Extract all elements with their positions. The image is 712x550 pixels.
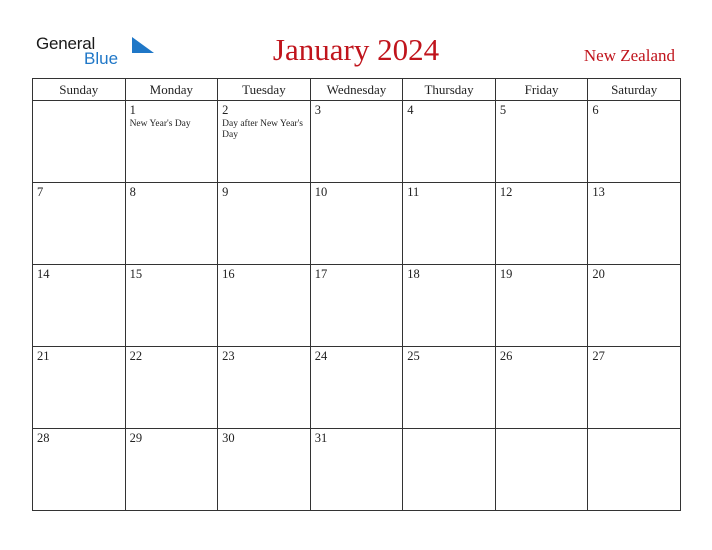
calendar-day-cell [310, 347, 403, 429]
weekday-header: Tuesday [218, 79, 311, 101]
calendar-day-cell [33, 429, 126, 511]
calendar-day-cell [588, 183, 681, 265]
day-number: 26 [499, 349, 513, 363]
day-number: 6 [592, 103, 599, 117]
day-number: 18 [407, 267, 420, 281]
calendar-day-cell [218, 183, 311, 265]
day-number: 29 [129, 431, 143, 445]
calendar-day-cell [310, 265, 403, 347]
day-number: 24 [314, 349, 328, 363]
holiday-label: New Year's Day [129, 119, 191, 129]
calendar-day-cell [495, 183, 588, 265]
calendar-day-cell [588, 265, 681, 347]
calendar-day-cell [495, 429, 588, 511]
weekday-header: Friday [495, 79, 588, 101]
calendar-day-cell [33, 265, 126, 347]
day-number: 11 [407, 185, 420, 199]
calendar-week-row [33, 265, 681, 347]
day-number: 4 [407, 103, 414, 117]
calendar-day-cell [310, 183, 403, 265]
calendar-day-cell [33, 101, 126, 183]
logo-text-blue: Blue [84, 49, 119, 68]
day-number: 31 [314, 431, 328, 445]
day-number: 12 [499, 185, 513, 199]
calendar-day-cell [125, 347, 218, 429]
calendar-day-cell [403, 347, 496, 429]
calendar-day-cell [125, 265, 218, 347]
calendar-day-cell [588, 429, 681, 511]
day-number: 22 [129, 349, 143, 363]
day-number: 23 [222, 349, 235, 363]
day-number: 17 [314, 267, 328, 281]
calendar-week-row [33, 183, 681, 265]
weekday-header: Sunday [33, 79, 126, 101]
country-label: New Zealand [583, 46, 675, 65]
day-number: 8 [129, 185, 136, 199]
calendar-day-cell [125, 429, 218, 511]
logo-text-general: General [36, 34, 96, 53]
day-number: 9 [222, 185, 229, 199]
weekday-header-row [33, 79, 681, 101]
day-number: 27 [592, 349, 605, 363]
calendar-day-cell [33, 183, 126, 265]
day-number: 30 [222, 431, 235, 445]
calendar-day-cell [218, 265, 311, 347]
calendar-day-cell [403, 101, 496, 183]
calendar-day-cell [588, 101, 681, 183]
calendar-day-cell [218, 347, 311, 429]
day-number: 20 [592, 267, 605, 281]
day-number: 10 [314, 185, 328, 199]
calendar-day-cell [403, 429, 496, 511]
day-number: 19 [499, 267, 513, 281]
day-number: 5 [499, 103, 507, 117]
calendar-day-cell [495, 101, 588, 183]
calendar-day-cell [310, 101, 403, 183]
day-number: 16 [222, 267, 235, 281]
weekday-header: Wednesday [310, 79, 403, 101]
calendar-week-row [33, 101, 681, 183]
calendar-week-row [33, 429, 681, 511]
day-number: 13 [592, 185, 605, 199]
calendar-day-cell [33, 347, 126, 429]
weekday-header: Thursday [403, 79, 496, 101]
day-number: 25 [407, 349, 420, 363]
calendar-day-cell [125, 101, 218, 183]
calendar-day-cell [495, 347, 588, 429]
calendar-day-cell [588, 347, 681, 429]
weekday-header: Saturday [588, 79, 681, 101]
calendar-day-cell [495, 265, 588, 347]
holiday-label: Day after New Year's Day [222, 119, 303, 140]
weekday-header: Monday [125, 79, 218, 101]
day-number: 7 [37, 185, 44, 199]
calendar-day-cell [218, 101, 311, 183]
calendar-title: January 2024 [272, 32, 440, 67]
day-number: 1 [129, 103, 136, 117]
calendar-week-row [33, 347, 681, 429]
calendar-day-cell [403, 183, 496, 265]
calendar-day-cell [310, 429, 403, 511]
calendar-day-cell [403, 265, 496, 347]
calendar-day-cell [218, 429, 311, 511]
day-number: 14 [37, 267, 50, 281]
calendar-day-cell [125, 183, 218, 265]
day-number: 3 [314, 103, 321, 117]
day-number: 28 [37, 431, 50, 445]
day-number: 15 [129, 267, 143, 281]
day-number: 2 [222, 103, 229, 117]
calendar-grid [32, 78, 681, 511]
day-number: 21 [37, 349, 50, 363]
